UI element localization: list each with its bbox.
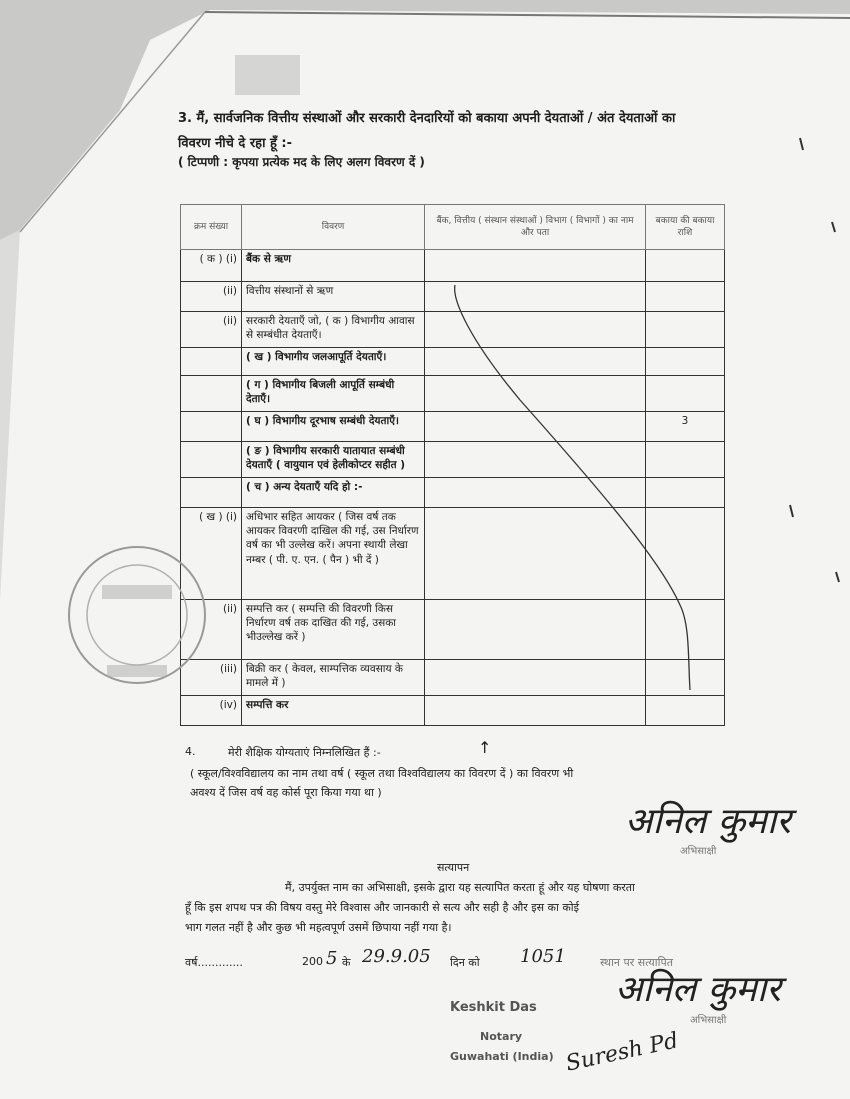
row-number: (iv) [181,696,242,726]
section4-line3: अवश्य दें जिस वर्ष वह कोर्स पूरा किया गया था ) [190,786,382,799]
row-number: (ii) [181,312,242,348]
date-century: 200 [302,955,323,968]
row-description: वित्तीय संस्थानों से ऋण [242,282,425,312]
place-suffix: स्थान पर सत्यापित [600,956,674,969]
row-description: ( च ) अन्य देयताएँ यदि हो :- [242,478,425,508]
deponent-signature-2: अनिल कुमार [615,969,781,1010]
date-of: के [342,956,351,969]
pencil-mark: 3 [646,412,725,442]
row-description: ( ग ) विभागीय बिजली आपूर्ति सम्बंधी देताएँ। [242,376,425,412]
verification-title: सत्यापन [437,861,470,874]
row-description: सरकारी देयताएँ जो, ( क ) विभागीय आवास से सम्बंधीत देयताएँ। [242,312,425,348]
verification-line3: भाग गलत नहीं है और कुछ भी महत्वपूर्ण उसमें छिपाया नहीं गया है। [185,921,452,934]
header-serial: क्रम संख्या [181,205,242,250]
row-number: (iii) [181,660,242,696]
deponent-label-2: अभिसाक्षी [690,1015,727,1026]
notary-signature: Suresh Pd [563,1028,681,1077]
row-number: ( ख ) (i) [181,508,242,600]
notary-title: Notary [480,1030,523,1043]
notary-location: Guwahati (India) [450,1050,554,1063]
section3-note: ( टिप्पणी : कृपया प्रत्येक मद के लिए अलग विवरण दें ) [178,155,425,169]
date-suffix: दिन को [450,956,480,969]
row-description: ( घ ) विभागीय दूरभाष सम्बंधी देयताएँ। [242,412,425,442]
row-number: (ii) [181,600,242,660]
verification-line2: हूँ कि इस शपथ पत्र की विषय वस्तु मेरे विश्वास और जानकारी से सत्य और सही है और इस का कोई [185,901,580,914]
section4-mark: ↑ [478,738,492,757]
row-description: बिक्री कर ( केवल, साम्पत्तिक व्यवसाय के मामले में ) [242,660,425,696]
date-handwritten: 29.9.05 [362,946,431,967]
date-year: 5 [326,948,338,969]
notary-name: Keshkit Das [450,1000,537,1015]
row-description: ( ख ) विभागीय जलआपूर्ति देयताएँ। [242,348,425,376]
row-number: ( क ) (i) [181,250,242,282]
verification-line1: मैं, उपर्युक्त नाम का अभिसाक्षी, इसके द्वारा यह सत्यापित करता हूं और यह घोषणा करता [285,881,635,894]
section4-number: 4. [185,745,196,758]
section3-heading-line1: 3. मैं, सार्वजनिक वित्तीय संस्थाओं और सरकारी देनदारियों को बकाया अपनी देयताओं / अंत देयताओं का [178,111,676,126]
row-description: ( ङ ) विभागीय सरकारी यातायात सम्बंधी देयताएँ ( वायुयान एवं हेलीकोप्टर सहीत ) [242,442,425,478]
date-prefix: वर्ष............. [185,956,243,969]
header-institution: बैंक, वित्तीय ( संस्थान संस्थाओं ) विभाग ( विभागों ) का नाम और पता [425,205,646,250]
row-description: अधिभार सहित आयकर ( जिस वर्ष तक आयकर विवरणी दाखिल की गई, उस निर्धारण वर्ष का भी उल्लेख करें। अपना स्थायी लेखा नम्बर ( पी. ए. एन. ( पैन ) भी दें ) [242,508,425,600]
row-description: बैंक से ऋण [242,250,425,282]
place-handwritten: 1051 [520,946,566,967]
deponent-label: अभिसाक्षी [680,846,717,857]
section4-line2: ( स्कूल/विश्वविद्यालय का नाम तथा वर्ष ( स्कूल तथा विश्वविद्यालय का विवरण दें ) का विवरण भी [190,767,574,780]
header-description: विवरण [242,205,425,250]
section3-heading-line2: विवरण नीचे दे रहा हूँ :- [178,136,292,151]
row-description: सम्पत्ति कर [242,696,425,726]
row-number: (ii) [181,282,242,312]
deponent-signature: अनिल कुमार [625,801,791,842]
row-description: सम्पत्ति कर ( सम्पत्ति की विवरणी किस निर्धारण वर्ष तक दाखित की गई, उसका भीउल्लेख करें ) [242,600,425,660]
section4-line1: मेरी शैक्षिक योग्यताएं निम्नलिखित हैं :- [228,746,381,759]
header-amount: बकाया की बकाया राशि [646,205,725,250]
